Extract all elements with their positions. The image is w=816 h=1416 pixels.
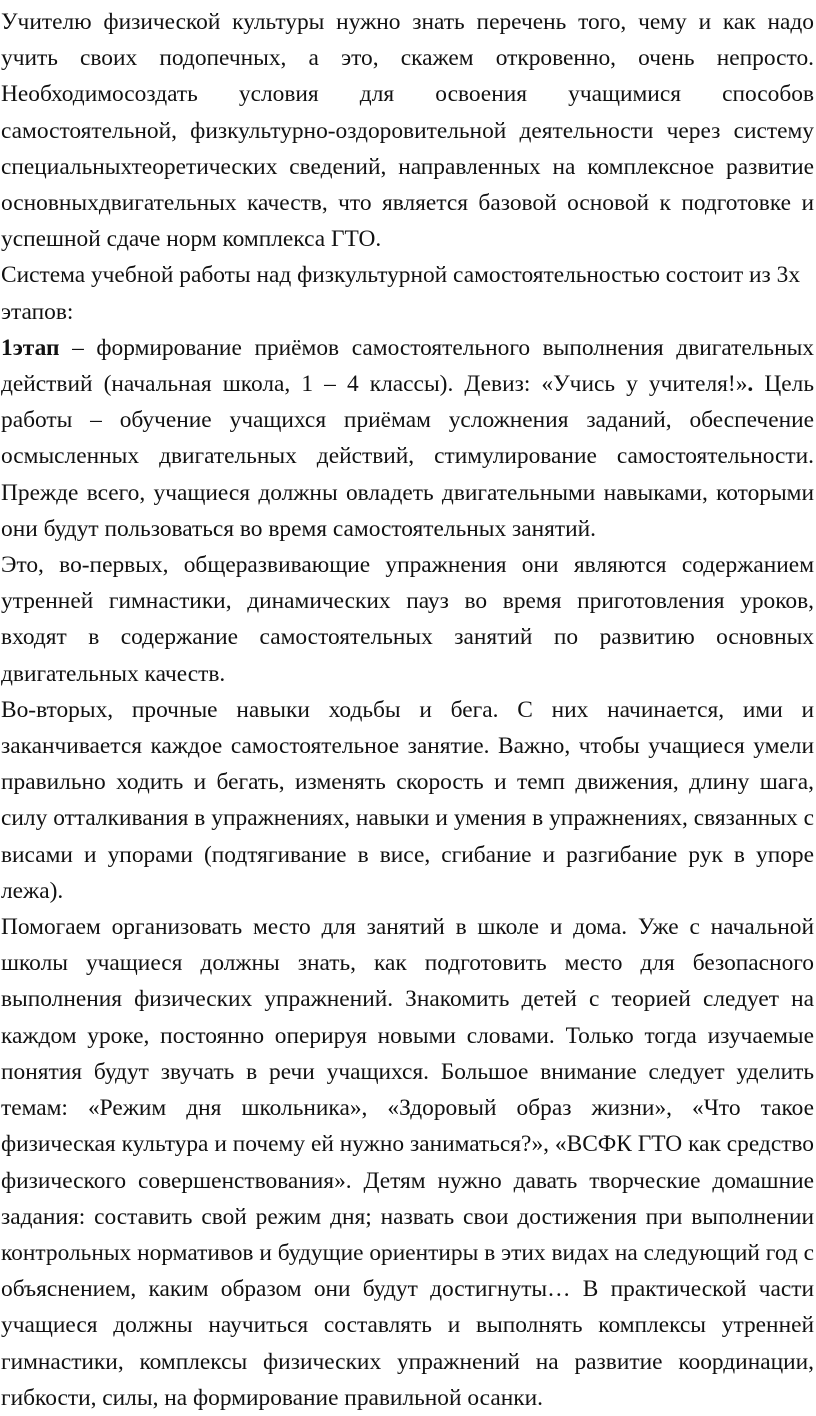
stage-one-text-b: Цель работы – обучение учащихся приёмам усложнения заданий, обеспечение осмысленных двигательных действий, стимулирование самостоятельности. Прежде всего, учащиеся должны овладеть двигательными навыками, которыми они будут пользоваться во время самостоятельных занятий. bbox=[1, 371, 814, 542]
intro-paragraph: Учителю физической культуры нужно знать перечень того, чему и как надо учить своих подопечных, а это, скажем откровенно, очень непросто. Необходимосоздать условия для освоения учащимися способов самостоятельной, физкультурно-оздоровительной деятельности через систему специальныхтеоретических сведений, направленных на комплексное развитие основныхдвигательных качеств, что является базовой основой к подготовке и успешной сдаче норм комплекса ГТО. bbox=[1, 9, 814, 253]
stage-one-paragraph bbox=[1, 330, 814, 547]
first-point-paragraph: Это, во-первых, общеразвивающие упражнения они являются содержанием утренней гимнастики, динамических пауз во время приготовления уроков, входят в содержание самостоятельных занятий по развитию основных двигательных качеств. bbox=[1, 552, 814, 687]
stage-one-text-a: – формирование приёмов самостоятельного выполнения двигательных действий (начальная школа, 1 – 4 классы). Девиз: «Учись у учителя!» bbox=[1, 334, 814, 398]
stage-label: 1этап bbox=[1, 334, 60, 361]
second-point-paragraph: Во-вторых, прочные навыки ходьбы и бега. С них начинается, ими и заканчивается каждое самостоятельное занятие. Важно, чтобы учащиеся умели правильно ходить и бегать, изменять скорость и темп движения, длину шага, силу отталкивания в упражнениях, навыки и умения в упражнениях, связанных с висами и упорами (подтягивание в висе, сгибание и разгибание рук в упоре лежа). bbox=[1, 696, 814, 904]
organize-place-paragraph: Помогаем организовать место для занятий в школе и дома. Уже с начальной школы учащиеся должны знать, как подготовить место для безопасного выполнения физических упражнений. Знакомить детей с теорией следует на каждом уроке, постоянно оперируя новыми словами. Только тогда изучаемые понятия будут звучать в речи учащихся. Большое внимание следует уделить темам: «Режим дня школьника», «Здоровый образ жизни», «Что такое физическая культура и почему ей нужно заниматься?», «ВСФК ГТО как средство физического совершенствования». Детям нужно давать творческие домашние задания: составить свой режим дня; назвать свои достижения при выполнении контрольных нормативов и будущие ориентиры в этих видах на следующий год с объяснением, каким образом они будут достигнуты… В практической части учащиеся должны научиться составлять и выполнять комплексы утренней гимнастики, комплексы физических упражнений на развитие координации, гибкости, силы, на формирование правильной осанки. bbox=[1, 914, 814, 1411]
stage-one-dot: . bbox=[747, 371, 754, 398]
system-paragraph: Система учебной работы над физкультурной самостоятельностью состоит из 3х этапов: bbox=[1, 262, 801, 325]
